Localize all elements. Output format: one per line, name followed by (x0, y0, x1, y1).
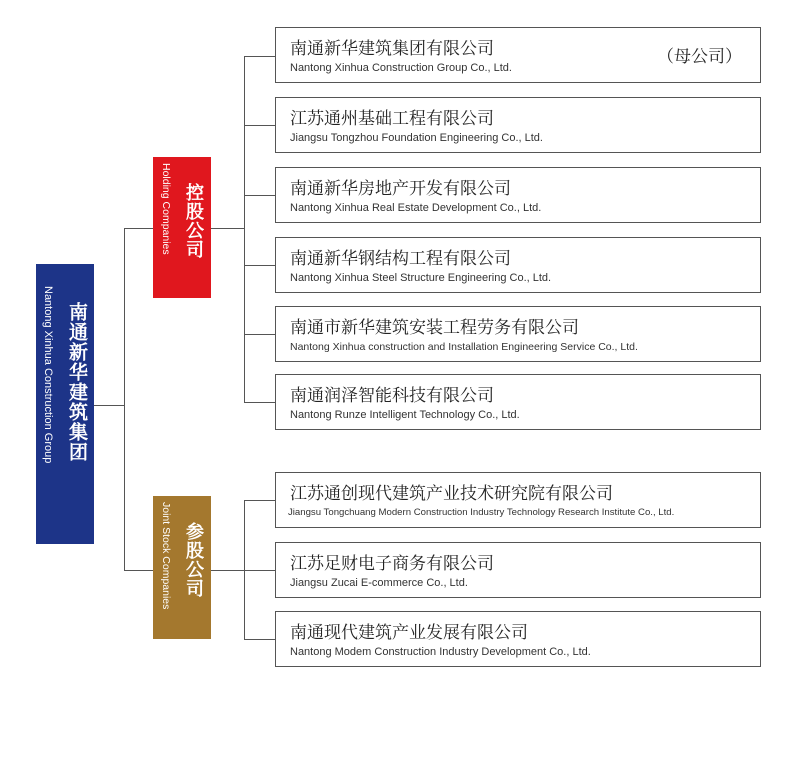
parent-company-tag: （母公司） (657, 47, 742, 67)
company-box (275, 306, 761, 362)
company-box (275, 611, 761, 667)
category-holding-node (153, 157, 211, 298)
company-name-cn: 南通润泽智能科技有限公司 (290, 386, 494, 406)
company-name-en: Jiangsu Tongzhou Foundation Engineering Co., Ltd. (290, 132, 543, 144)
connector-holding-branch (244, 265, 275, 266)
root-name-en: Nantong Xinhua Construction Group (42, 286, 54, 464)
connector-to-joint (124, 570, 153, 571)
company-name-en: Jiangsu Zucai E-commerce Co., Ltd. (290, 577, 468, 589)
connector-joint-branch (244, 639, 275, 640)
company-name-cn: 江苏通创现代建筑产业技术研究院有限公司 (290, 484, 613, 504)
company-name-en: Nantong Xinhua Construction Group Co., Ltd. (290, 62, 512, 74)
company-box (275, 374, 761, 430)
category-name-en: Holding Companies (160, 163, 172, 255)
company-name-cn: 南通现代建筑产业发展有限公司 (290, 623, 528, 643)
company-name-en: Nantong Modem Construction Industry Development Co., Ltd. (290, 646, 591, 658)
company-box (275, 27, 761, 83)
category-name-en: Joint Stock Companies (160, 502, 172, 610)
connector-root-trunk (124, 228, 125, 571)
company-name-cn: 南通新华建筑集团有限公司 (290, 39, 494, 59)
company-name-cn: 江苏足财电子商务有限公司 (290, 554, 494, 574)
company-name-cn: 南通新华钢结构工程有限公司 (290, 249, 511, 269)
category-name-cn: 参股公司 (183, 522, 204, 598)
category-name-cn: 控股公司 (183, 183, 204, 259)
company-name-en: Nantong Xinhua Steel Structure Engineering Co., Ltd. (290, 272, 552, 284)
connector-joint-branch (244, 500, 275, 501)
company-name-cn: 南通新华房地产开发有限公司 (290, 179, 511, 199)
connector-holding-stub (211, 228, 244, 229)
company-box (275, 542, 761, 598)
company-box (275, 237, 761, 293)
root-company-node (36, 264, 94, 544)
connector-to-holding (124, 228, 153, 229)
company-name-en: Jiangsu Tongchuang Modern Construction Industry Technology Research Institute Co., Ltd. (288, 507, 675, 518)
category-joint-node (153, 496, 211, 639)
company-name-cn: 南通市新华建筑安装工程劳务有限公司 (290, 318, 579, 338)
company-box (275, 472, 761, 528)
company-name-en: Nantong Xinhua Real Estate Development Co., Ltd. (290, 202, 542, 214)
connector-holding-trunk (244, 56, 245, 403)
connector-holding-branch (244, 402, 275, 403)
connector-holding-branch (244, 56, 275, 57)
connector-holding-branch (244, 125, 275, 126)
company-box (275, 167, 761, 223)
connector-joint-branch (244, 570, 275, 571)
company-name-en: Nantong Xinhua construction and Installation Engineering Service Co., Ltd. (290, 341, 638, 353)
connector-holding-branch (244, 195, 275, 196)
root-name-cn: 南通新华建筑集团 (66, 302, 88, 462)
company-box (275, 97, 761, 153)
company-name-en: Nantong Runze Intelligent Technology Co., Ltd. (290, 409, 520, 421)
connector-joint-stub (211, 570, 244, 571)
connector-holding-branch (244, 334, 275, 335)
company-name-cn: 江苏通州基础工程有限公司 (290, 109, 494, 129)
connector-root-stub (94, 405, 124, 406)
